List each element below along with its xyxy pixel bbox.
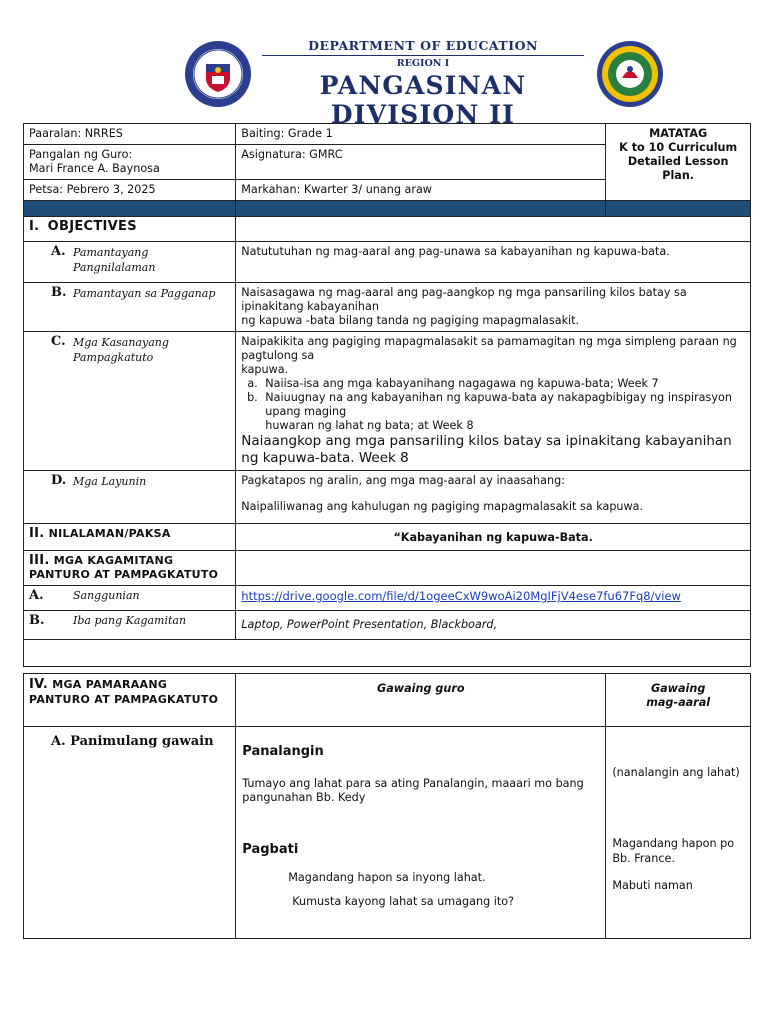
objective-a-label: Pamantayang Pangnilalaman	[73, 246, 156, 274]
iba-pang-kagamitan-row	[24, 611, 751, 640]
division-seal-icon	[596, 40, 664, 108]
nilalaman-heading: NILALAMAN/PAKSA	[48, 527, 171, 540]
kagamitan-heading: MGA KAGAMITANG PANTURO AT PAMPAGKATUTO	[29, 554, 219, 581]
objective-c-item-b-1: Naiuugnay na ang kabayanihan ng kapuwa-bata ay nakapagbibigay ng inspirasyon upang maging	[265, 391, 732, 418]
objective-c-item-b-2: huwaran ng lahat ng bata; at Week 8	[265, 419, 474, 432]
objectives-num: I.	[29, 219, 40, 234]
pagbati-text-1: Magandang hapon sa inyong lahat.	[288, 871, 486, 884]
iba-kagamitan-text: Laptop, PowerPoint Presentation, Blackboard,	[236, 611, 751, 640]
pagbati-response-2: Mabuti naman	[612, 879, 693, 892]
objective-b-text-1: Naisasagawa ng mag-aaral ang pag-aangkop ng mga pansariling kilos batay sa ipinakitang kabayanihan	[241, 286, 687, 313]
petsa-cell: Petsa: Pebrero 3, 2025	[24, 180, 236, 201]
pagbati-text-2: Kumusta kayong lahat sa umagang ito?	[292, 895, 515, 908]
objective-d-text-2: Naipaliliwanag ang kahulugan ng pagiging mapagmalasakit sa kapuwa.	[241, 500, 644, 513]
objective-d-letter: D.	[51, 473, 67, 488]
paaralan-cell: Paaralan: NRRES	[24, 124, 236, 145]
objective-c-label: Mga Kasanayang Pampagkatuto	[73, 336, 169, 364]
objective-d-text-1: Pagkatapos ng aralin, ang mga mag-aaral ay inaasahang:	[241, 474, 565, 487]
objective-c-intro-2: kapuwa.	[241, 363, 289, 376]
objective-a-text: Natututuhan ng mag-aaral ang pag-unawa sa kabayanihan ng kapuwa-bata.	[236, 242, 751, 283]
objective-c-list	[241, 377, 745, 433]
pagbati-heading: Pagbati	[242, 842, 299, 857]
gawaing-magaaral-header	[606, 674, 751, 727]
objective-d-label: Mga Layunin	[73, 475, 147, 488]
department-name: DEPARTMENT OF EDUCATION	[308, 38, 538, 53]
header-divider	[262, 55, 584, 56]
objective-b-text	[236, 283, 751, 332]
guro-label: Pangalan ng Guro:	[29, 148, 133, 161]
objective-a-row	[24, 242, 751, 283]
objectives-title: OBJECTIVES	[47, 219, 137, 234]
asignatura-cell: Asignatura: GMRC	[236, 145, 606, 180]
objectives-heading-row	[24, 217, 751, 242]
plan-title-line-4: Plan.	[662, 169, 695, 182]
plan-title-line-3: Detailed Lesson	[627, 155, 729, 168]
sanggunian-label: Sanggunian	[73, 589, 140, 602]
paksa-text: “Kabayanihan ng kapuwa-Bata.	[236, 524, 751, 551]
objectives-heading	[24, 217, 236, 242]
pamaraan-num: IV.	[29, 677, 49, 692]
guro-cell	[24, 145, 236, 180]
iba-letter: B.	[29, 613, 45, 628]
pagbati-response-1: Magandang hapon po Bb. France.	[612, 837, 735, 865]
deped-seal-icon	[184, 40, 252, 108]
objective-b-row	[24, 283, 751, 332]
region-name: REGION I	[396, 58, 450, 69]
objective-b-text-2: ng kapuwa -bata bilang tanda ng pagiging mapagmalasakit.	[241, 314, 580, 327]
lesson-plan-table	[23, 123, 751, 939]
division-name: PANGASINAN DIVISION II	[319, 71, 527, 129]
objective-c-letter: C.	[51, 334, 66, 349]
pamaraan-heading-row	[24, 674, 751, 727]
panalangin-text: Tumayo ang lahat para sa ating Panalangin, maaari mo bang pangunahan Bb. Kedy	[242, 777, 584, 804]
info-row-1	[24, 124, 751, 145]
objective-d-row	[24, 471, 751, 524]
objective-b-letter: B.	[51, 285, 67, 300]
iba-label: Iba pang Kagamitan	[73, 614, 187, 627]
sanggunian-row	[24, 586, 751, 611]
objective-c-text	[236, 332, 751, 471]
document-header	[0, 30, 768, 129]
objective-b-label: Pamantayan sa Pagganap	[73, 287, 216, 300]
objective-d-text	[236, 471, 751, 524]
objective-a-letter: A.	[51, 244, 66, 259]
baitang-cell: Baiting: Grade 1	[236, 124, 606, 145]
sanggunian-letter: A.	[29, 588, 44, 603]
nilalaman-num: II.	[29, 526, 45, 541]
panalangin-heading: Panalangin	[242, 744, 324, 759]
objective-c-intro-1: Naipakikita ang pagiging mapagmalasakit sa pamamagitan ng mga simpleng paraan ng pagtulong sa	[241, 335, 737, 362]
kagamitan-num: III.	[29, 553, 50, 568]
gawaing-guro-header: Gawaing guro	[236, 674, 606, 727]
objective-c-week8: Naiaangkop ang mga pansariling kilos batay sa ipinakitang kabayanihan ng kapuwa-bata. Week 8	[241, 433, 732, 466]
objective-c-row	[24, 332, 751, 471]
spacer-row	[24, 667, 751, 674]
section-divider-bar	[24, 201, 751, 217]
objective-c-item-b	[261, 391, 745, 433]
plan-title-line-1: MATATAG	[649, 127, 708, 140]
plan-title-cell	[606, 124, 751, 201]
objective-c-item-a: a. Naiisa-isa ang mga kabayanihang nagagawa ng kapuwa-bata; Week 7	[261, 377, 745, 391]
panimulang-gawain-row	[24, 727, 751, 939]
markahan-cell: Markahan: Kwarter 3/ unang araw	[236, 180, 606, 201]
kagamitan-heading-row	[24, 551, 751, 586]
guro-name: Mari France A. Baynosa	[29, 162, 160, 175]
nilalaman-row	[24, 524, 751, 551]
plan-title-line-2: K to 10 Curriculum	[619, 141, 738, 154]
gawaing-magaaral-line-1: Gawaing	[650, 682, 706, 695]
panalangin-response: (nanalangin ang lahat)	[612, 766, 740, 779]
panimulang-gawain-heading: A. Panimulang gawain	[51, 734, 214, 749]
sanggunian-link[interactable]: https://drive.google.com/file/d/1ogeeCxW9woAi20MgIFjV4ese7fu67Fq8/view	[241, 589, 681, 603]
blank-spacer-row	[24, 640, 751, 667]
pamaraan-heading: MGA PAMARAANG PANTURO AT PAMPAGKATUTO	[29, 678, 219, 706]
gawaing-magaaral-line-2: mag-aaral	[646, 696, 711, 709]
